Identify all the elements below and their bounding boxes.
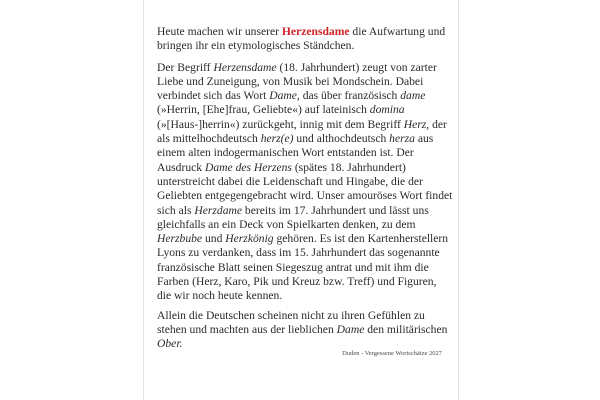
term-italic: Herzdame: [194, 203, 243, 217]
text-run: Allein die Deutschen scheinen nicht zu ihren Gefühlen zu stehen und machten aus der lieblichen: [157, 308, 425, 336]
term-italic: dame: [400, 89, 426, 103]
text-run: (»[Haus-]herrin«) zurückgeht, innig mit dem Begriff: [157, 117, 404, 131]
term-italic: herza: [389, 132, 415, 146]
text-run: der als mittelhochdeutsch: [157, 117, 447, 146]
intro-text: Heute machen wir unserer: [157, 25, 282, 38]
body-paragraph: [157, 61, 453, 304]
term-italic: Dame des Herzens: [204, 160, 292, 174]
term-italic: Ober.: [157, 337, 183, 351]
text-run: und: [202, 232, 226, 246]
term-italic: Dame,: [269, 89, 300, 103]
term-italic: Herzensdame: [213, 60, 277, 74]
highlight-word: Herzensdame: [281, 25, 350, 38]
text-run: das über französisch: [299, 89, 401, 103]
article-body: [157, 25, 453, 357]
intro-text-end: die Aufwartung und bringen ihr ein etymologisches Ständchen.: [157, 25, 446, 53]
text-run: Der Begriff: [157, 60, 214, 74]
closing-paragraph: [157, 309, 453, 352]
source-footer: Duden - Vergessene Wortschätze 2027: [342, 350, 442, 357]
term-italic: Herzkönig: [225, 232, 274, 246]
intro-paragraph: [157, 25, 453, 54]
text-run: bereits im 17. Jahrhundert und lässt uns gleichfalls an ein Deck von Spielkarten denken, zu dem: [157, 203, 429, 231]
text-run: (18. Jahrhundert) zeugt von zarter Liebe und Zuneigung, von Musik bei Mondschein. Dabei verbindet sich das Wort: [157, 60, 437, 103]
text-run: (»Herrin, [Ehe]frau, Geliebte«) auf lateinisch: [157, 103, 370, 117]
term-italic: Herzbube: [157, 232, 203, 246]
calendar-page: [143, 0, 459, 400]
term-italic: herz(e): [260, 132, 294, 146]
text-run: und althochdeutsch: [293, 132, 390, 146]
term-italic: Herz,: [403, 117, 430, 131]
text-run: den militärischen: [364, 322, 448, 336]
text-run: (spätes 18. Jahrhundert) unterstreicht dabei die Leidenschaft und Hingabe, die der Geliebten entgegengebracht wird. Unser amouröses Wort findet sich als: [157, 160, 453, 217]
text-run: aus einem alten indogermanischen Wort entstanden ist. Der Ausdruck: [157, 132, 434, 174]
term-italic: Dame: [336, 322, 365, 336]
term-italic: domina: [369, 103, 405, 117]
text-run: gehören. Es ist den Kartenherstellern Lyons zu verdanken, dass im 15. Jahrhundert das sogenannte französische Blatt seinen Siegeszug antrat und mit ihm die Farben (Herz, Karo, Pik und Kreuz bzw. Treff) und Figuren, die wir noch heute kennen.: [157, 232, 449, 303]
